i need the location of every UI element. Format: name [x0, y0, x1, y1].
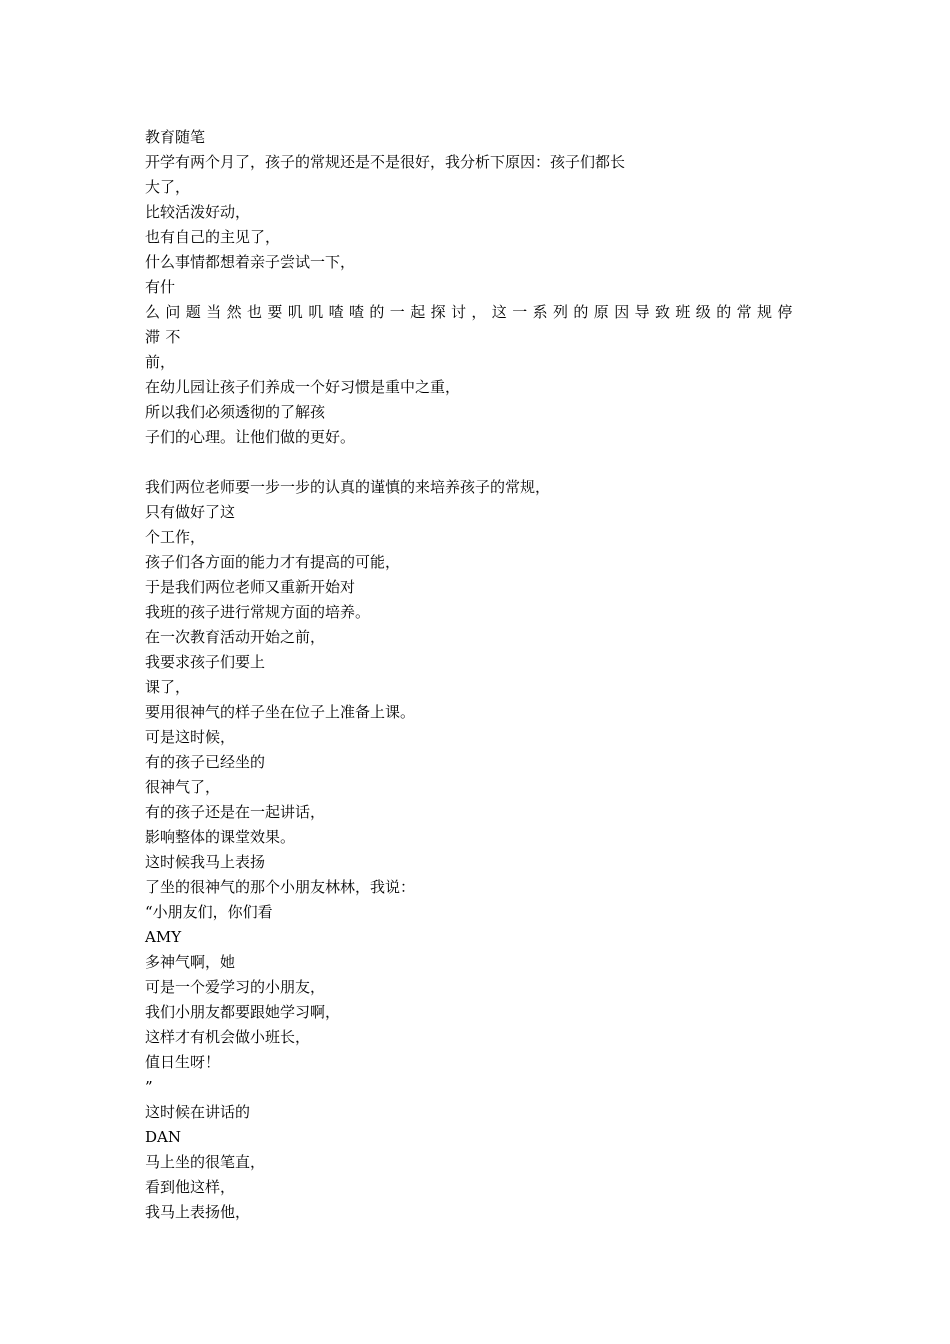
text-line: 也有自己的主见了， — [145, 228, 281, 246]
text-line: 要用很神气的样子坐在位子上准备上课。 — [145, 703, 416, 721]
text-line: 可是一个爱学习的小朋友， — [145, 978, 326, 996]
text-line: 么问题当然也要叽叽喳喳的一起探讨，这一系列的原因导致班级的常规停 — [145, 303, 798, 321]
text-line: 我们两位老师要一步一步的认真的谨慎的来培养孩子的常规， — [145, 478, 551, 496]
text-line: 我们小朋友都要跟她学习啊， — [145, 1003, 341, 1021]
text-line: 这时候在讲话的 — [145, 1103, 251, 1121]
text-line: 这样才有机会做小班长， — [145, 1028, 311, 1046]
document-title: 教育随笔 — [145, 128, 206, 146]
text-line: 多神气啊，她 — [145, 953, 236, 971]
text-line: 在一次教育活动开始之前， — [145, 628, 326, 646]
text-line: 个工作， — [145, 528, 206, 546]
text-line: 影响整体的课堂效果。 — [145, 828, 296, 846]
paragraph-spacer — [145, 450, 825, 475]
text-line: 可是这时候， — [145, 728, 236, 746]
text-line: 这时候我马上表扬 — [145, 853, 266, 871]
text-line: 看到他这样， — [145, 1178, 236, 1196]
text-line: 子们的心理。让他们做的更好。 — [145, 428, 356, 446]
text-line: AMY — [145, 928, 182, 946]
text-line: 有的孩子已经坐的 — [145, 753, 266, 771]
paragraph-1 — [145, 150, 825, 450]
text-line: 很神气了， — [145, 778, 221, 796]
text-line: 只有做好了这 — [145, 503, 236, 521]
text-line: 我要求孩子们要上 — [145, 653, 266, 671]
text-line: 前， — [145, 353, 176, 371]
text-line: 滞不 — [145, 328, 186, 346]
text-line: 我马上表扬他， — [145, 1203, 251, 1221]
text-line: DAN — [145, 1128, 181, 1146]
text-line: 开学有两个月了，孩子的常规还是不是很好，我分析下原因：孩子们都长 — [145, 153, 626, 171]
text-line: 值日生呀！ — [145, 1053, 221, 1071]
text-line: 孩子们各方面的能力才有提高的可能， — [145, 553, 401, 571]
text-line: 课了， — [145, 678, 191, 696]
document-body — [145, 125, 825, 1225]
text-line: 比较活泼好动， — [145, 203, 251, 221]
text-line: 所以我们必须透彻的了解孩 — [145, 403, 326, 421]
text-line: 有什 — [145, 278, 176, 296]
text-line: 大了， — [145, 178, 191, 196]
text-line: 有的孩子还是在一起讲话， — [145, 803, 326, 821]
text-line: “小朋友们，你们看 — [145, 903, 273, 921]
text-line: 马上坐的很笔直， — [145, 1153, 266, 1171]
text-line: 什么事情都想着亲子尝试一下， — [145, 253, 356, 271]
text-line: 了坐的很神气的那个小朋友林林，我说： — [145, 878, 416, 896]
text-line: 我班的孩子进行常规方面的培养。 — [145, 603, 371, 621]
text-line: 于是我们两位老师又重新开始对 — [145, 578, 356, 596]
text-line: 在幼儿园让孩子们养成一个好习惯是重中之重， — [145, 378, 461, 396]
paragraph-2 — [145, 475, 825, 1225]
text-line: ” — [145, 1078, 153, 1096]
